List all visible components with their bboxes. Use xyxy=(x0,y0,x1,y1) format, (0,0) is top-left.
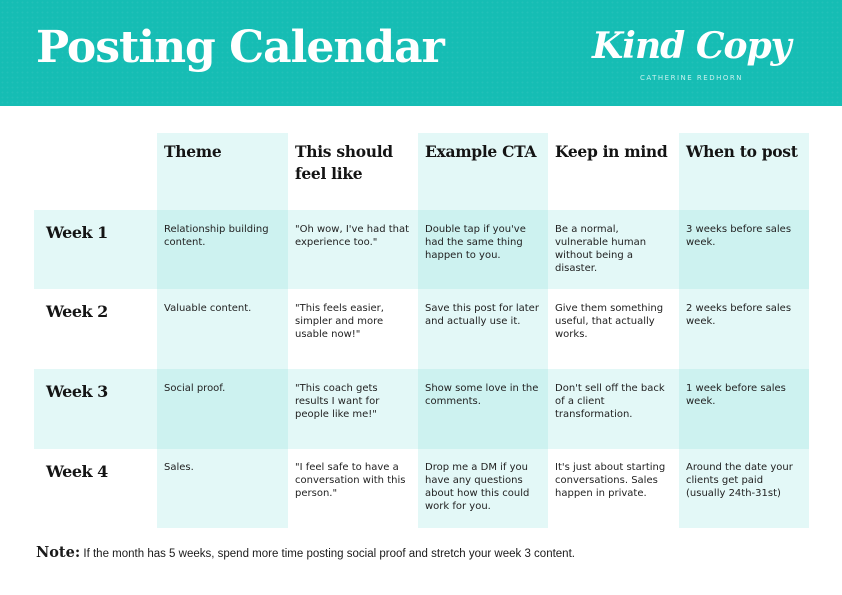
logo-wordmark: Kind Copy xyxy=(592,25,791,67)
column-header-theme: Theme xyxy=(164,142,222,161)
column-header-when: When to post xyxy=(686,142,798,161)
footnote-text: If the month has 5 weeks, spend more time posting social proof and stretch your week 3 content. xyxy=(80,548,575,560)
row-label-week-2: Week 2 xyxy=(46,302,108,321)
logo-subtitle: CATHERINE REDHORN xyxy=(640,74,743,82)
cell-theme: Sales. xyxy=(164,462,194,473)
cell-feel: "Oh wow, I've had that experience too." xyxy=(295,224,410,248)
cell-cta: Double tap if you've had the same thing happen to you. xyxy=(425,224,526,261)
cell-bg xyxy=(679,369,809,449)
cell-bg xyxy=(157,289,288,369)
column-header-feel xyxy=(288,133,418,193)
cell-keep: Give them something useful, that actually works. xyxy=(555,303,664,340)
cell-cta: Show some love in the comments. xyxy=(425,383,539,407)
row-label-week-1: Week 1 xyxy=(46,223,108,242)
brand-logo xyxy=(592,25,812,88)
cell-feel: "This feels easier, simpler and more usable now!" xyxy=(295,303,384,340)
cell-bg xyxy=(679,289,809,369)
column-header-keep: Keep in mind xyxy=(555,142,668,161)
cell-keep: It's just about starting conversations. Sales happen in private. xyxy=(555,462,666,499)
row-label-week-4: Week 4 xyxy=(46,462,108,481)
cell-bg xyxy=(157,369,288,449)
cell-theme: Social proof. xyxy=(164,383,226,394)
cell-keep: Be a normal, vulnerable human without being a disaster. xyxy=(555,224,647,274)
row-label-week-3: Week 3 xyxy=(46,382,108,401)
cell-when: Around the date your clients get paid (usually 24th-31st) xyxy=(686,462,793,499)
cell-feel: "I feel safe to have a conversation with this person." xyxy=(295,462,406,499)
cell-cta: Save this post for later and actually use it. xyxy=(425,303,539,327)
cell-bg xyxy=(418,369,548,449)
column-header-feel-line2: feel like xyxy=(295,164,363,183)
cell-bg xyxy=(157,210,288,289)
cell-when: 3 weeks before sales week. xyxy=(686,224,792,248)
cell-when: 1 week before sales week. xyxy=(686,383,786,407)
cell-bg xyxy=(679,210,809,289)
footnote xyxy=(36,544,575,561)
cell-feel: "This coach gets results I want for people like me!" xyxy=(295,383,380,420)
column-header-cta: Example CTA xyxy=(425,142,537,161)
cell-when: 2 weeks before sales week. xyxy=(686,303,792,327)
header-banner xyxy=(0,0,842,106)
cell-theme: Relationship building content. xyxy=(164,224,269,248)
cell-bg xyxy=(418,289,548,369)
footnote-label: Note: xyxy=(36,544,81,561)
cell-cta: Drop me a DM if you have any questions about how this could work for you. xyxy=(425,462,530,512)
cell-theme: Valuable content. xyxy=(164,303,252,314)
cell-keep: Don't sell off the back of a client transformation. xyxy=(555,383,665,420)
page-title: Posting Calendar xyxy=(36,22,444,73)
column-header-feel-line1: This should xyxy=(295,142,393,161)
